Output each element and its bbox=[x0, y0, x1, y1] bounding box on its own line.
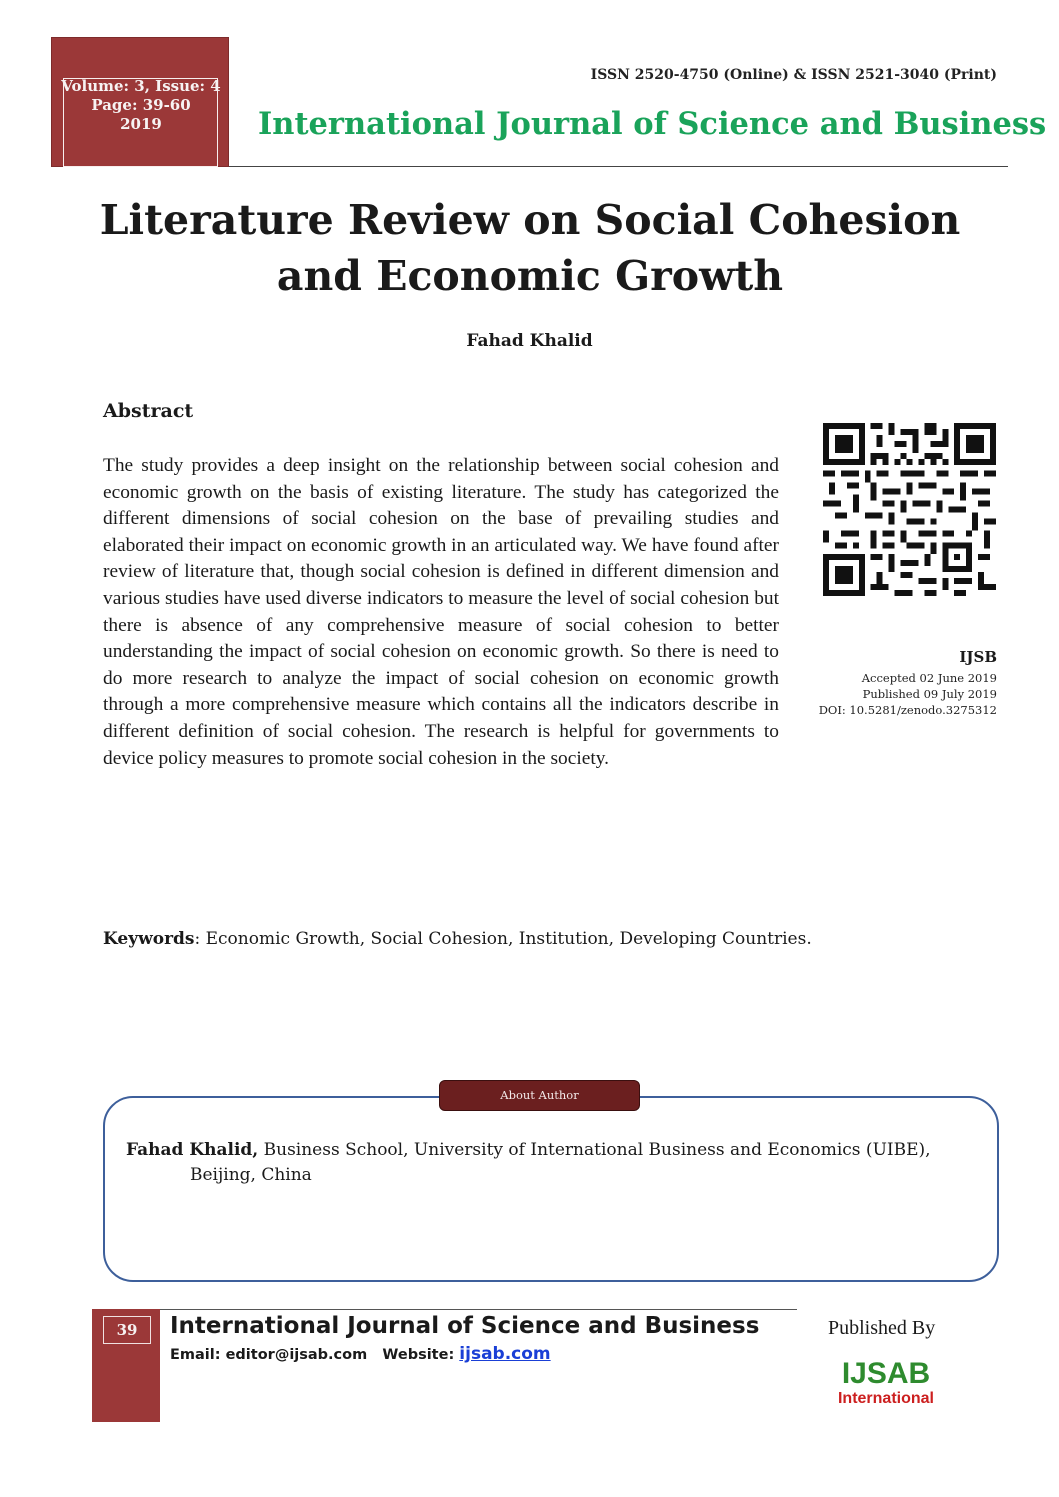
title-line-1: Literature Review on Social Cohesion bbox=[99, 196, 961, 244]
logo-bottom-text: International bbox=[837, 1390, 935, 1407]
year-line: 2019 bbox=[120, 115, 162, 133]
about-author-name: Fahad Khalid, bbox=[126, 1140, 259, 1160]
publication-dates bbox=[819, 670, 997, 718]
keywords bbox=[103, 929, 812, 949]
about-author-box bbox=[103, 1096, 999, 1282]
article-title bbox=[60, 192, 1000, 304]
published-by: Published By bbox=[828, 1317, 936, 1339]
qr-code-icon bbox=[823, 423, 996, 596]
footer-divider bbox=[160, 1309, 797, 1310]
doi[interactable]: DOI: 10.5281/zenodo.3275312 bbox=[818, 703, 997, 717]
keywords-text: : Economic Growth, Social Cohesion, Institution, Developing Countries. bbox=[194, 929, 812, 949]
author-name: Fahad Khalid bbox=[466, 331, 593, 351]
affiliation-line-1: Business School, University of International Business and Economics (UIBE), bbox=[258, 1140, 931, 1160]
page-number: 39 bbox=[103, 1316, 151, 1344]
footer-contact bbox=[170, 1344, 551, 1364]
title-line-2: and Economic Growth bbox=[276, 252, 784, 300]
keywords-label: Keywords bbox=[103, 929, 195, 949]
published-date: Published 09 July 2019 bbox=[862, 687, 997, 701]
abstract-text: The study provides a deep insight on the relationship between social cohesion and economic growth on the basis of existing literature. The study has categorized the different dimensions of social cohesion on the base of prevailing studies and elaborated their impact on economic growth in an articulated way. We have found after review of literature that, though social cohesion is defined in different dimension and various studies have used diverse indicators to measure the level of social cohesion but there is absence of any comprehensive measure of social cohesion to better understanding the impact of social cohesion on economic growth. So there is need to do more research to analyze the impact of social cohesion on economic growth through a more comprehensive measure which contains all the indicators describe in different definition of social cohesion. The research is helpful for governments to device policy measures to promote social cohesion in the society. bbox=[103, 455, 779, 769]
volume-line: Volume: 3, Issue: 4 bbox=[61, 77, 221, 95]
accepted-date: Accepted 02 June 2019 bbox=[861, 671, 997, 685]
abstract-heading: Abstract bbox=[103, 400, 194, 422]
about-author-text bbox=[126, 1138, 976, 1188]
journal-abbrev: IJSB bbox=[959, 648, 997, 666]
header-divider bbox=[229, 166, 1008, 167]
issn-line: ISSN 2520-4750 (Online) & ISSN 2521-3040 (Print) bbox=[590, 67, 997, 83]
volume-info bbox=[56, 77, 226, 134]
footer-website-link[interactable]: ijsab.com bbox=[459, 1344, 551, 1364]
affiliation-line-2: Beijing, China bbox=[190, 1165, 312, 1185]
about-author-tab: About Author bbox=[439, 1080, 640, 1111]
logo-top-text: IJSAB bbox=[841, 1357, 931, 1390]
journal-name-header: International Journal of Science and Business bbox=[258, 106, 1047, 142]
ijsab-logo bbox=[836, 1352, 936, 1408]
page-line: Page: 39-60 bbox=[91, 96, 191, 114]
footer-email[interactable]: Email: editor@ijsab.com bbox=[170, 1347, 368, 1363]
footer-journal-name: International Journal of Science and Business bbox=[170, 1313, 760, 1339]
footer-website-label: Website: bbox=[382, 1347, 460, 1363]
